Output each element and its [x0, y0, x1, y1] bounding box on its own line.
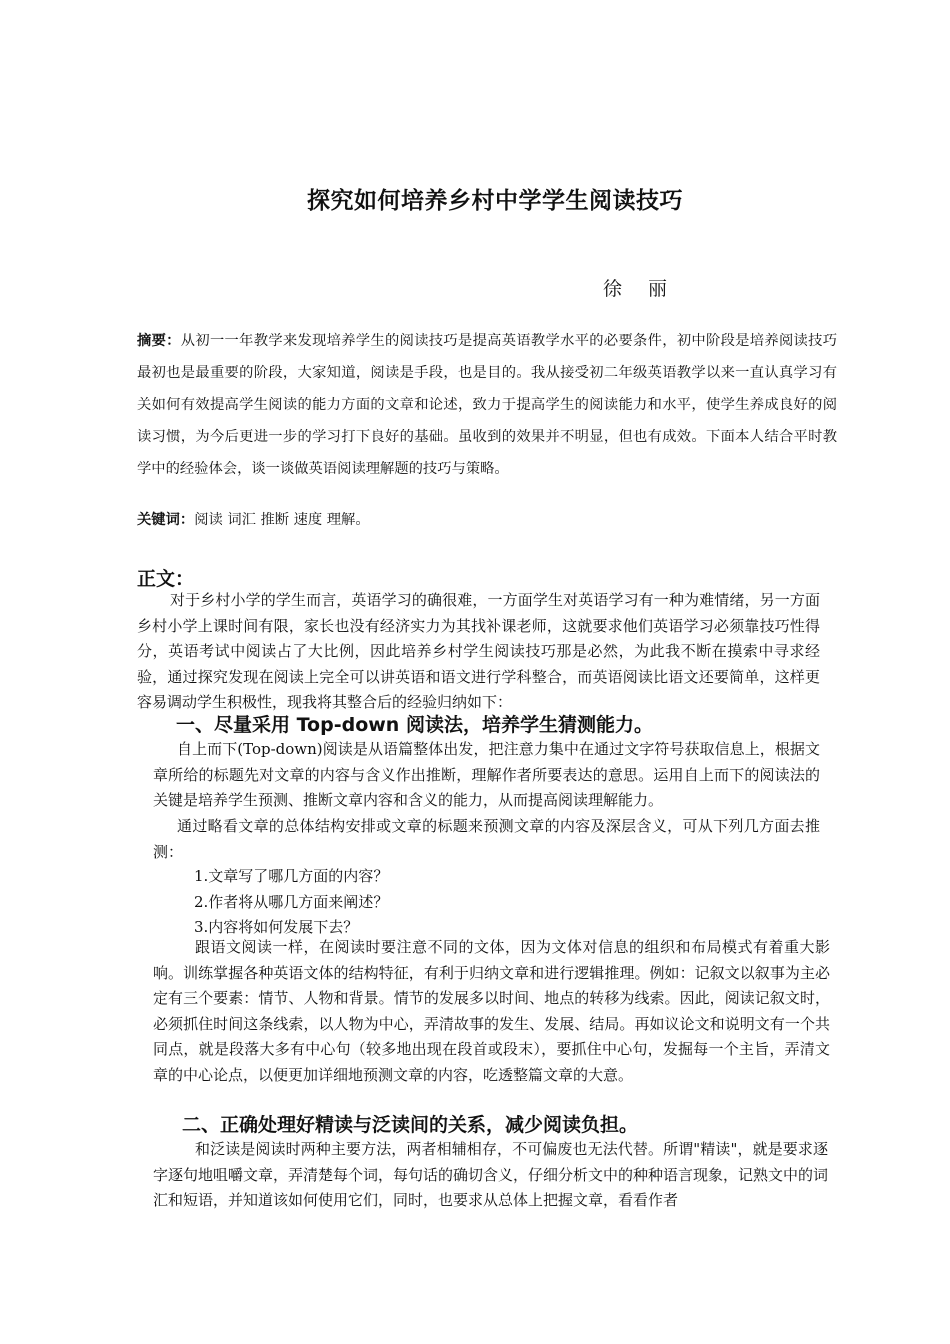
- abstract: [137, 325, 837, 485]
- keywords-label: 关键词：: [137, 512, 195, 528]
- author-name: 徐 丽: [603, 278, 678, 300]
- section-1-paragraph-c: [153, 935, 830, 1088]
- list-item: 2.作者将从哪几方面来阐述？: [194, 892, 389, 911]
- abstract-text: 从初一一年教学来发现培养学生的阅读技巧是提高英语教学水平的必要条件，初中阶段是培养阅读技巧最初也是最重要的阶段，大家知道，阅读是手段，也是目的。我从接受初二年级英语教学以来一直认真学习有关如何有效提高学生阅读的能力方面的文章和论述，致力于提高学生的阅读能力和水平，使学生养成良好的阅读习惯，为今后更进一步的学习打下良好的基础。虽收到的效果并不明显，但也有成效。下面本人结合平时教学中的经验体会，谈一谈做英语阅读理解题的技巧与策略。: [137, 333, 838, 477]
- question-list: [194, 864, 794, 941]
- section-2-paragraph-a-text: 和泛读是阅读时两种主要方法，两者相辅相存，不可偏废也无法代替。所谓"精读"，就是要求逐字逐句地咀嚼文章，弄清楚每个词，每句话的确切含义，仔细分析文中的种种语言现象，记熟文中的词汇和短语，并知道该如何使用它们，同时，也要求从总体上把握文章，看看作者: [153, 1140, 829, 1209]
- section-2-paragraph-a: [153, 1137, 828, 1214]
- intro-paragraph: [137, 588, 820, 716]
- abstract-label: 摘要：: [137, 333, 181, 349]
- document-title: 探究如何培养乡村中学学生阅读技巧: [307, 188, 683, 214]
- section-2-heading: 二、正确处理好精读与泛读间的关系，减少阅读负担。: [182, 1114, 639, 1136]
- section-1-paragraph-c-text: 跟语文阅读一样，在阅读时要注意不同的文体，因为文体对信息的组织和布局模式有着重大影响。训练掌握各种英语文体的结构特征，有利于归纳文章和进行逻辑推理。例如：记叙文以叙事为主必定有三个要素：情节、人物和背景。情节的发展多以时间、地点的转移为线索。因此，阅读记叙文时，必须抓住时间这条线索，以人物为中心，弄清故事的发生、发展、结局。再如议论文和说明文有一个共同点，就是段落大多有中心句（较多地出现在段首或段末），要抓住中心句，发掘每一个主旨，弄清文章的中心论点，以便更加详细地预测文章的内容，吃透整篇文章的大意。: [153, 938, 830, 1084]
- section-1-heading: 一、尽量采用 Top-down 阅读法，培养学生猜测能力。: [176, 714, 653, 736]
- section-1-paragraph-a-text: 自上而下(Top-down)阅读是从语篇整体出发，把注意力集中在通过文字符号获取信息上，根据文章所给的标题先对文章的内容与含义作出推断，理解作者所要表达的意思。运用自上而下的阅读法的关键是培养学生预测、推断文章内容和含义的能力，从而提高阅读理解能力。: [153, 740, 820, 809]
- body-heading: 正文：: [137, 568, 195, 590]
- section-1-paragraph-b: [153, 814, 820, 865]
- section-1-paragraph-a: [153, 737, 820, 814]
- list-item: 3.内容将如何发展下去？: [194, 918, 359, 936]
- list-item: 1.文章写了哪几方面的内容？: [194, 867, 389, 885]
- section-1-paragraph-b-text: 通过略看文章的总体结构安排或文章的标题来预测文章的内容及深层含义，可从下列几方面去推测：: [153, 817, 820, 861]
- keywords-text: 阅读 词汇 推断 速度 理解。: [194, 512, 370, 528]
- keywords: [137, 508, 837, 532]
- intro-paragraph-text: 对于乡村小学的学生而言，英语学习的确很难，一方面学生对英语学习有一种为难情绪，另一方面乡村小学上课时间有限，家长也没有经济实力为其找补课老师，这就要求他们英语学习必须靠技巧性得分，英语考试中阅读占了大比例，因此培养乡村学生阅读技巧那是必然，为此我不断在摸索中寻求经验，通过探究发现在阅读上完全可以讲英语和语文进行学科整合，而英语阅读比语文还要简单，这样更容易调动学生积极性，现我将其整合后的经验归纳如下：: [137, 591, 820, 711]
